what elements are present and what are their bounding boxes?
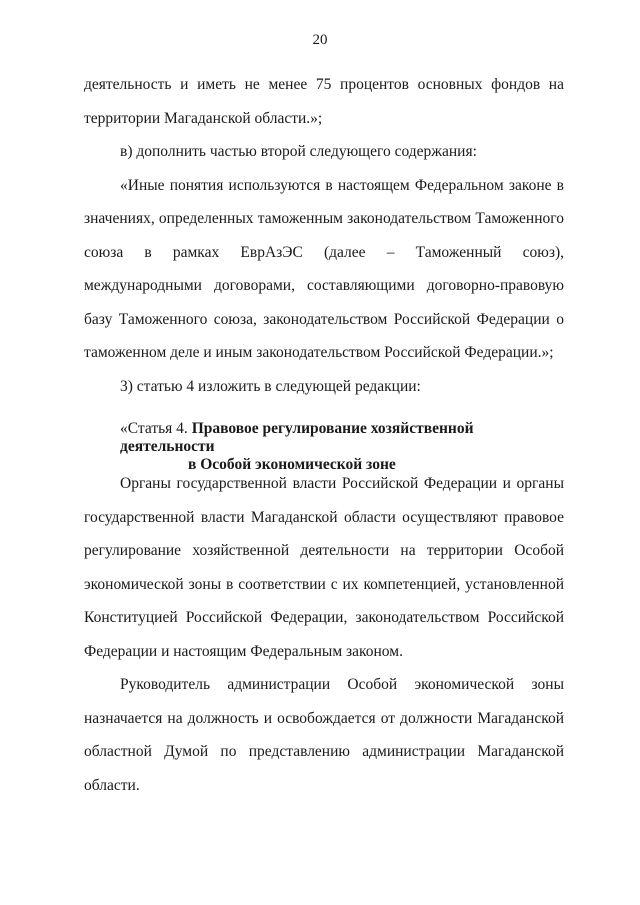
paragraph-amendment-v: в) дополнить частью второй следующего содержания: [120,143,477,160]
page-number: 20 [312,32,328,48]
text-block-top [84,68,564,403]
paragraph-continuation: деятельность и иметь не менее 75 процентов основных фондов на территории Магаданской области.»; [84,76,564,127]
article-label: «Статья 4. [120,420,188,437]
text-block-bottom [84,467,564,802]
paragraph-administration-head: Руководитель администрации Особой экономической зоны назначается на должность и освобождается от должности Магаданской областной Думой по представлению администрации Магаданской области. [84,676,564,794]
paragraph-other-concepts: «Иные понятия используются в настоящем Федеральном законе в значениях, определенных таможенным законодательством Таможенного союза в рамках ЕврАзЭС (далее – Таможенный союз), международными договорами, составляющими договорно-правовую базу Таможенного союза, законодательством Российской Федерации о таможенном деле и иным законодательством Российской Федерации.»; [84,176,564,361]
paragraph-state-authorities: Органы государственной власти Российской Федерации и органы государственной власти Магаданской области осуществляют правовое регулирование хозяйственной деятельности на территории Особой экономической зоны в соответствии с их компетенцией, установленной Конституцией Российской Федерации, законодательством Российской Федерации и настоящим Федеральным законом. [84,475,564,660]
article-heading [120,420,570,474]
article-title-line1: Правовое регулирование хозяйственной деятельности [120,420,474,455]
article-title-line2: в Особой экономической зоне [188,456,396,473]
paragraph-article-4-intro: 3) статью 4 изложить в следующей редакции: [120,377,421,395]
